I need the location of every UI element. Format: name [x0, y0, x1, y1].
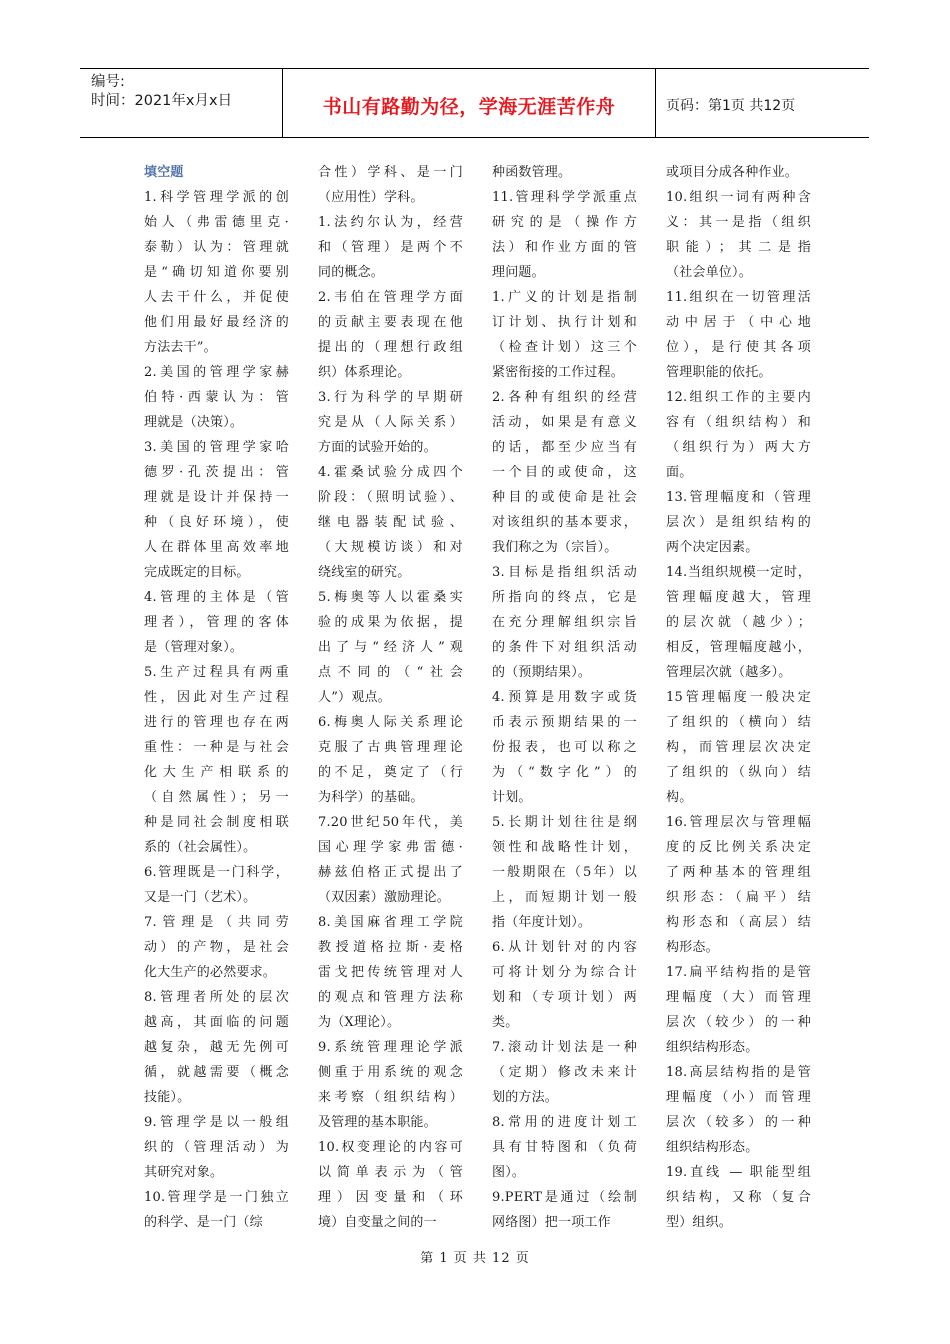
- text-line: 面。: [666, 465, 693, 480]
- text-line: 两个决定因素。: [666, 540, 759, 555]
- text-line: 理者），管理的客体: [144, 615, 289, 630]
- text-line: 4.管理的主体是（管: [144, 590, 289, 605]
- text-line: 动中居于（中心地: [666, 315, 811, 330]
- document-number-label: 编号:: [91, 74, 125, 90]
- text-line: （应用性）学科。: [318, 190, 424, 205]
- text-line: 13.管理幅度和（管理: [666, 490, 811, 505]
- text-line: 织的（管理活动）为: [144, 1140, 289, 1155]
- text-line: （定期）修改未来计: [492, 1065, 637, 1080]
- text-line: 又是一门（艺术）。: [144, 890, 257, 905]
- text-line: 动）的产物，是社会: [144, 940, 289, 955]
- text-line: 境）自变量之间的一: [318, 1215, 437, 1230]
- text-line: 种（良好环境），使: [144, 515, 289, 530]
- text-line: 阶段：（照明试验）、: [318, 490, 463, 505]
- text-line: 职能）；其二是指: [666, 240, 811, 255]
- text-line: 合性）学科、是一门: [318, 165, 463, 180]
- text-line: （大规模访谈）和对: [318, 540, 463, 555]
- text-line: 3.美国的管理学家哈: [144, 440, 289, 455]
- text-line: 管理幅度越大，管理: [666, 590, 811, 605]
- text-line: 活动，如果是有意义: [492, 415, 637, 430]
- text-line: 6.管理既是一门科学，: [144, 865, 289, 880]
- header-motto: 书山有路勤为径，学海无涯苦作舟: [283, 69, 656, 137]
- section-title: 填空题: [144, 165, 184, 180]
- text-line: 组织结构形态。: [666, 1040, 759, 1055]
- text-line: 了组织的（横向）结: [666, 715, 811, 730]
- header-meta: [80, 69, 283, 137]
- text-line: 1.法约尔认为，经营: [318, 215, 463, 230]
- text-line: 一般期限在（5年）以: [492, 865, 637, 880]
- text-line: 计划。: [492, 790, 532, 805]
- text-line: 12.组织工作的主要内: [666, 390, 811, 405]
- text-line: 组织结构形态。: [666, 1140, 759, 1155]
- text-line: 理幅度（大）而管理: [666, 990, 811, 1005]
- text-line: 的层次就（越少）；: [666, 615, 811, 630]
- text-line: 理幅度（小）而管理: [666, 1090, 811, 1105]
- text-line: 一个目的或使命，这: [492, 465, 637, 480]
- body-columns: [0, 160, 950, 1230]
- text-line: 具有甘特图和（负荷: [492, 1140, 637, 1155]
- text-line: 层次（较多）的一种: [666, 1115, 811, 1130]
- text-line: 份报表，也可以称之: [492, 740, 637, 755]
- text-line: 是（管理对象）。: [144, 640, 244, 655]
- text-line: 为（X理论）。: [318, 1015, 401, 1030]
- text-line: 始人（弗雷德里克·: [144, 215, 289, 230]
- text-line: 14.当组织规模一定时，: [666, 565, 811, 580]
- text-line: 6.从计划针对的内容: [492, 940, 637, 955]
- text-line: 10.权变理论的内容可: [318, 1140, 463, 1155]
- text-line: 其研究对象。: [144, 1165, 224, 1180]
- text-line: 种函数管理。: [492, 165, 572, 180]
- text-line: 的条件下对组织活动: [492, 640, 637, 655]
- text-line: 提出的（理想行政组: [318, 340, 463, 355]
- text-line: 出了与“经济人”观: [318, 640, 463, 655]
- text-line: 相反，管理幅度越小，: [666, 640, 811, 655]
- text-line: 方面的试验开始的。: [318, 440, 437, 455]
- text-line: 构形态和（高层）结: [666, 915, 811, 930]
- text-line: 教授道格拉斯·麦格: [318, 940, 463, 955]
- text-line: 织结构，又称（复合: [666, 1190, 811, 1205]
- text-line: 伯特·西蒙认为：管: [144, 390, 289, 405]
- text-line: 5.生产过程具有两重: [144, 665, 289, 680]
- text-line: 18.高层结构指的是管: [666, 1065, 811, 1080]
- text-line: 赫兹伯格正式提出了: [318, 865, 463, 880]
- text-line: 构。: [666, 790, 693, 805]
- text-line: 层次（较少）的一种: [666, 1015, 811, 1030]
- text-line: 5.梅奥等人以霍桑实: [318, 590, 463, 605]
- text-line: 以简单表示为（管: [318, 1165, 463, 1180]
- text-line: 7.20世纪50年代，美: [318, 815, 463, 830]
- text-line: 是“确切知道你要别: [144, 265, 289, 280]
- text-line: 的不足，奠定了（行: [318, 765, 463, 780]
- text-line: （社会单位）。: [666, 265, 752, 280]
- text-line: 类。: [492, 1015, 519, 1030]
- text-line: 的贡献主要表现在他: [318, 315, 463, 330]
- text-line: 图）。: [492, 1165, 526, 1180]
- text-line: 验的成果为依据，提: [318, 615, 463, 630]
- text-line: 或项目分成各种作业。: [666, 165, 799, 180]
- text-line: 16.管理层次与管理幅: [666, 815, 811, 830]
- text-line: 度的反比例关系决定: [666, 840, 811, 855]
- text-line: 的科学、是一门（综: [144, 1215, 263, 1230]
- text-line: 9.系统管理理论学派: [318, 1040, 463, 1055]
- text-line: 理问题。: [492, 265, 545, 280]
- text-line: 绕线室的研究。: [318, 565, 411, 580]
- text-line: 在充分理解组织宗旨: [492, 615, 637, 630]
- text-line: 9.管理学是以一般组: [144, 1115, 289, 1130]
- text-line: 完成既定的目标。: [144, 565, 250, 580]
- text-line: 义：其一是指（组织: [666, 215, 811, 230]
- text-line: 的话，都至少应当有: [492, 440, 637, 455]
- header-page-number: 页码：第1页 共12页: [666, 97, 796, 114]
- text-line: 我们称之为（宗旨）。: [492, 540, 618, 555]
- text-line: 10.管理学是一门独立: [144, 1190, 289, 1205]
- text-line: 8.美国麻省理工学院: [318, 915, 463, 930]
- text-line: 为科学）的基础。: [318, 790, 424, 805]
- text-line: 越复杂，越无先例可: [144, 1040, 289, 1055]
- text-line: 进行的管理也存在两: [144, 715, 289, 730]
- page-footer: 第 1 页 共 12 页: [420, 1251, 530, 1266]
- text-line: 划的方法。: [492, 1090, 559, 1105]
- text-line: 国心理学家弗雷德·: [318, 840, 463, 855]
- text-line: 雷戈把传统管理对人: [318, 965, 463, 980]
- text-line: 位），是行使其各项: [666, 340, 811, 355]
- text-line: 点不同的（“社会: [318, 665, 463, 680]
- text-line: 重性：一种是与社会: [144, 740, 289, 755]
- text-line: 11.管理科学学派重点: [492, 190, 637, 205]
- text-line: 1.科学管理学派的创: [144, 190, 289, 205]
- text-line: 6.梅奥人际关系理论: [318, 715, 463, 730]
- text-line: 他们用最好最经济的: [144, 315, 289, 330]
- text-line: 化大生产相联系的: [144, 765, 289, 780]
- text-line: 技能）。: [144, 1090, 191, 1105]
- text-line: 3.行为科学的早期研: [318, 390, 463, 405]
- text-line: 理）因变量和（环: [318, 1190, 463, 1205]
- text-line: 订计划、执行计划和: [492, 315, 637, 330]
- text-line: 划和（专项计划）两: [492, 990, 637, 1005]
- text-column-3: [492, 160, 637, 1235]
- text-line: 泰勒）认为：管理就: [144, 240, 289, 255]
- text-line: 币表示预期结果的一: [492, 715, 637, 730]
- text-line: 上，而短期计划一般: [492, 890, 637, 905]
- text-line: 织形态：（扁平）结: [666, 890, 811, 905]
- text-line: 紧密衔接的工作过程。: [492, 365, 625, 380]
- text-line: 研究的是（操作方: [492, 215, 637, 230]
- text-column-2: [318, 160, 463, 1235]
- text-line: 1.广义的计划是指制: [492, 290, 637, 305]
- text-line: 网络图）把一项工作: [492, 1215, 611, 1230]
- text-line: 构形态。: [666, 940, 719, 955]
- text-column-4: [666, 160, 811, 1235]
- text-line: 容有（组织结构）和: [666, 415, 811, 430]
- text-line: 种目的或使命是社会: [492, 490, 637, 505]
- text-line: 构，而管理层次决定: [666, 740, 811, 755]
- text-line: 人”）观点。: [318, 690, 391, 705]
- text-line: 织）体系理论。: [318, 365, 411, 380]
- text-line: 所指向的终点，它是: [492, 590, 637, 605]
- text-line: 10.组织一词有两种含: [666, 190, 811, 205]
- text-line: 19.直线 — 职能型组: [666, 1165, 811, 1180]
- text-line: 继电器装配试验、: [318, 515, 463, 530]
- text-line: 化大生产的必然要求。: [144, 965, 277, 980]
- text-line: 型）组织。: [666, 1215, 733, 1230]
- text-line: 理就是（决策）。: [144, 415, 244, 430]
- text-line: 2.韦伯在管理学方面: [318, 290, 463, 305]
- text-line: 来考察（组织结构）: [318, 1090, 463, 1105]
- text-line: 同的概念。: [318, 265, 385, 280]
- text-line: 侧重于用系统的观念: [318, 1065, 463, 1080]
- text-line: 克服了古典管理理论: [318, 740, 463, 755]
- text-line: 8.常用的进度计划工: [492, 1115, 637, 1130]
- text-line: 了两种基本的管理组: [666, 865, 811, 880]
- page-header: [80, 68, 869, 138]
- text-line: 可将计划分为综合计: [492, 965, 637, 980]
- text-line: 对该组织的基本要求，: [492, 515, 637, 530]
- text-line: 和（管理）是两个不: [318, 240, 463, 255]
- text-line: 究是从（人际关系）: [318, 415, 463, 430]
- text-line: （双因素）激励理论。: [318, 890, 451, 905]
- text-line: （组织行为）两大方: [666, 440, 811, 455]
- text-line: 7.管理是（共同劳: [144, 915, 289, 930]
- text-line: 德罗·孔茨提出：管: [144, 465, 289, 480]
- text-line: 领性和战略性计划，: [492, 840, 637, 855]
- text-line: 系的（社会属性）。: [144, 840, 257, 855]
- text-line: 层次）是组织结构的: [666, 515, 811, 530]
- text-line: 为（“数字化”）的: [492, 765, 637, 780]
- text-line: 2.各种有组织的经营: [492, 390, 637, 405]
- text-line: 3.目标是指组织活动: [492, 565, 637, 580]
- text-line: 管理层次就（越多）。: [666, 665, 792, 680]
- text-line: 2.美国的管理学家赫: [144, 365, 289, 380]
- text-line: 17.扁平结构指的是管: [666, 965, 811, 980]
- text-line: 及管理的基本职能。: [318, 1115, 437, 1130]
- text-line: 管理职能的依托。: [666, 365, 772, 380]
- document-date-label: 时间：2021年x月x日: [91, 93, 233, 109]
- text-line: 人在群体里高效率地: [144, 540, 289, 555]
- text-line: 指（年度计划）。: [492, 915, 592, 930]
- text-line: （检查计划）这三个: [492, 340, 637, 355]
- text-line: 5.长期计划往往是纲: [492, 815, 637, 830]
- text-line: 4.预算是用数字或货: [492, 690, 637, 705]
- text-line: 8.管理者所处的层次: [144, 990, 289, 1005]
- text-line: 15管理幅度一般决定: [666, 690, 811, 705]
- text-line: 了组织的（纵向）结: [666, 765, 811, 780]
- text-line: 理就是设计并保持一: [144, 490, 289, 505]
- text-line: （自然属性）；另一: [144, 790, 289, 805]
- text-line: 11.组织在一切管理活: [666, 290, 811, 305]
- text-line: 方法去干”。: [144, 340, 217, 355]
- text-line: 越高，其面临的问题: [144, 1015, 289, 1030]
- text-line: 7.滚动计划法是一种: [492, 1040, 637, 1055]
- text-line: 的（预期结果）。: [492, 665, 592, 680]
- text-line: 人去干什么，并促使: [144, 290, 289, 305]
- text-column-1: [144, 160, 289, 1235]
- text-line: 4.霍桑试验分成四个: [318, 465, 463, 480]
- text-line: 的观点和管理方法称: [318, 990, 463, 1005]
- text-line: 种是同社会制度相联: [144, 815, 289, 830]
- text-line: 法）和作业方面的管: [492, 240, 637, 255]
- text-line: 9.PERT是通过（绘制: [492, 1190, 637, 1205]
- text-line: 循，就越需要（概念: [144, 1065, 289, 1080]
- text-line: 性，因此对生产过程: [144, 690, 289, 705]
